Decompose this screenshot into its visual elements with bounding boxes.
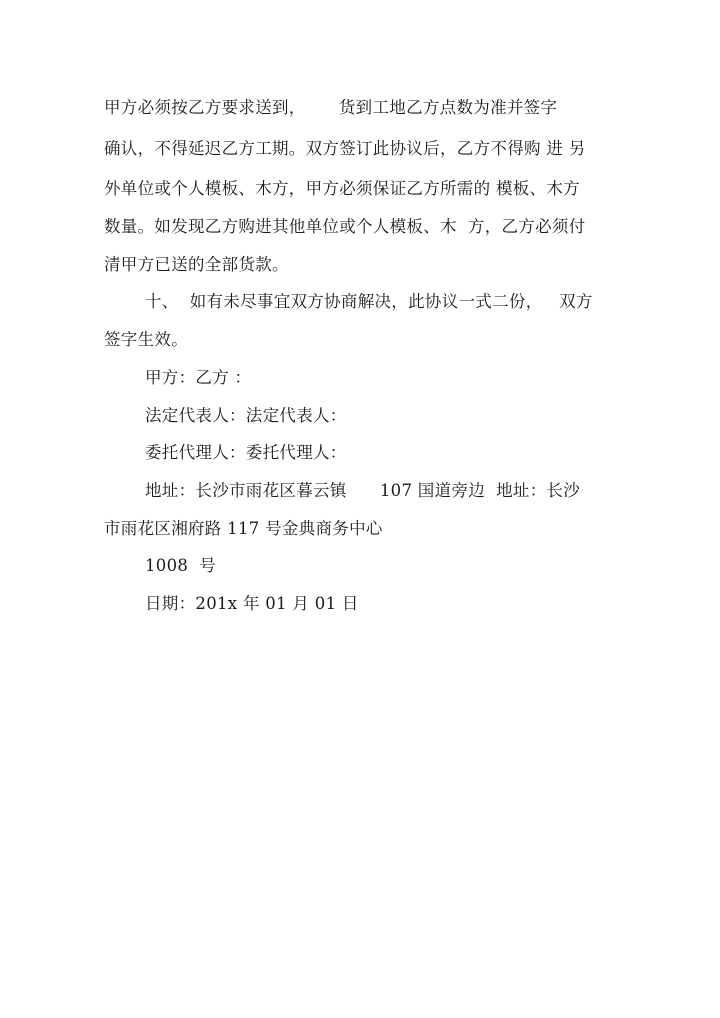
paragraph-line-1: 甲方必须按乙方要求送到， 货到工地乙方点数为准并签字 <box>104 98 558 117</box>
legal-representative-labels: 法定代表人：法定代表人： <box>145 406 347 425</box>
address-line-1: 地址：长沙市雨花区暮云镇 107 国道旁边 地址：长沙 <box>145 481 581 500</box>
authorized-agent-labels: 委托代理人：委托代理人： <box>145 443 347 462</box>
clause-ten-line-2: 签字生效。 <box>104 330 188 349</box>
address-line-3: 1008 号 <box>145 556 217 575</box>
date-line: 日期：201x 年 01 月 01 日 <box>145 594 359 613</box>
paragraph-line-3: 外单位或个人模板、木方，甲方必须保证乙方所需的 模板、木方 <box>104 179 580 198</box>
clause-ten-line-1: 十、 如有未尽事宜双方协商解决，此协议一式二份， 双方 <box>145 292 593 311</box>
address-line-2: 市雨花区湘府路 117 号金典商务中心 <box>104 519 383 538</box>
paragraph-line-2: 确认，不得延迟乙方工期。双方签订此协议后，乙方不得购 进 另 <box>104 139 586 158</box>
paragraph-line-4: 数量。如发现乙方购进其他单位或个人模板、木 方，乙方必须付 <box>104 217 586 236</box>
party-labels: 甲方：乙方 ： <box>145 368 252 387</box>
paragraph-line-5: 清甲方已送的全部货款。 <box>104 255 289 274</box>
